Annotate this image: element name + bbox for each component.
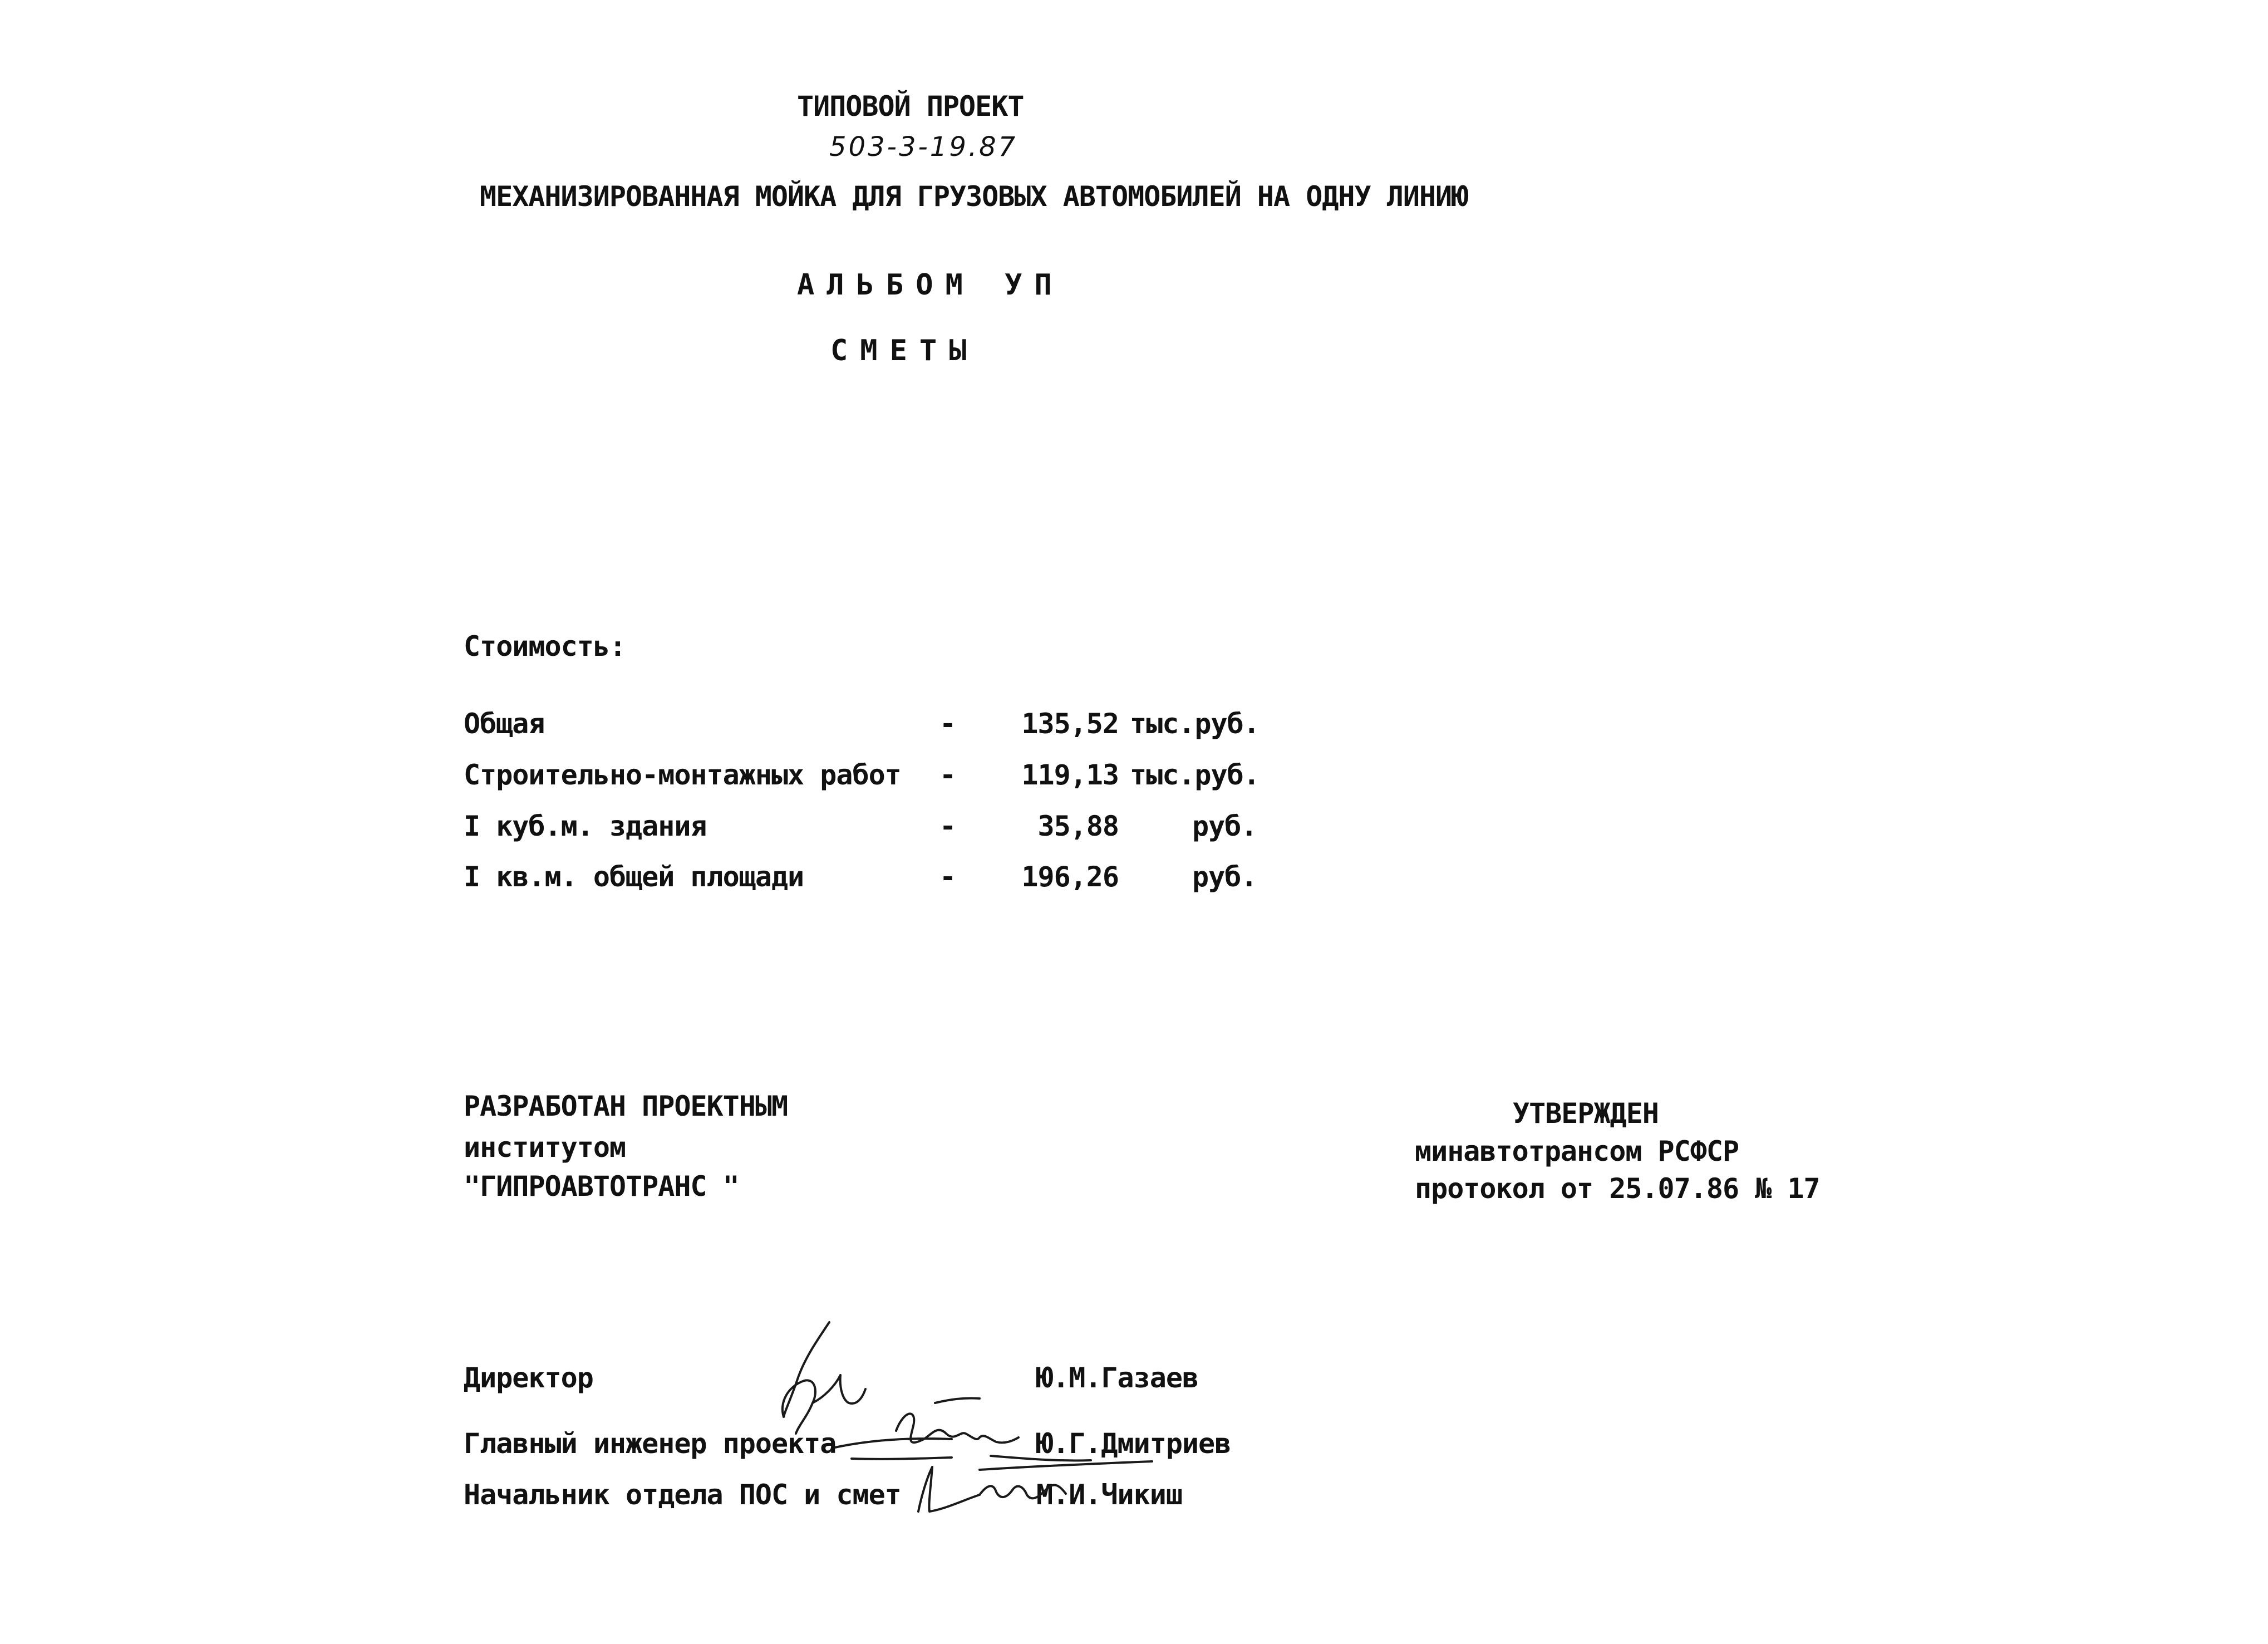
cost-row-label: I кв.м. общей площади: [464, 861, 804, 893]
cost-row-unit: тыс.руб.: [1130, 708, 1260, 740]
approval-line-3: протокол от 25.07.86 № 17: [1415, 1172, 1820, 1205]
signature-position-director: Директор: [464, 1362, 593, 1394]
approval-line-1: УТВЕРЖДЕН: [1513, 1097, 1659, 1130]
signature-name-department-head: М.И.Чикиш: [1036, 1479, 1182, 1511]
department-head-signature-drawing: [913, 1445, 1224, 1523]
signature-position-chief-engineer: Главный инженер проекта: [464, 1427, 837, 1460]
cost-row-value: 35,88: [1037, 810, 1119, 842]
signature-name-director: Ю.М.Газаев: [1036, 1362, 1199, 1394]
developer-line-3: "ГИПРОАВТОТРАНС ": [464, 1170, 739, 1203]
cost-row-label: Строительно-монтажных работ: [464, 759, 901, 791]
cost-row-dash: -: [939, 861, 956, 893]
cost-row-unit: тыс.руб.: [1130, 759, 1260, 791]
cost-row-dash: -: [939, 708, 956, 740]
project-code: 503-3-19.87: [829, 131, 1018, 163]
cost-row-label: Общая: [464, 708, 545, 740]
cost-row-value: 196,26: [1021, 861, 1119, 893]
cost-row-unit: руб.: [1192, 810, 1257, 842]
approval-line-2: минавтотрансом РСФСР: [1415, 1135, 1739, 1167]
cost-row-dash: -: [939, 810, 956, 842]
signature-position-department-head: Начальник отдела ПОС и смет: [464, 1479, 901, 1511]
cost-row-value: 119,13: [1021, 759, 1119, 791]
album-content: СМЕТЫ: [830, 334, 979, 367]
cost-heading: Стоимость:: [464, 630, 626, 662]
cost-row-label: I куб.м. здания: [464, 810, 707, 842]
cost-row-dash: -: [939, 759, 956, 791]
project-title: МЕХАНИЗИРОВАННАЯ МОЙКА ДЛЯ ГРУЗОВЫХ АВТОМОБИЛЕЙ НА ОДНУ ЛИНИЮ: [480, 180, 1468, 213]
cost-row-value: 135,52: [1021, 708, 1119, 740]
album-title: АЛЬБОМ УП: [797, 268, 1064, 302]
developer-line-1: РАЗРАБОТАН ПРОЕКТНЫМ: [464, 1090, 788, 1122]
doc-type: ТИПОВОЙ ПРОЕКТ: [797, 90, 1024, 122]
signature-name-chief-engineer: Ю.Г.Дмитриев: [1036, 1427, 1231, 1460]
cost-row-unit: руб.: [1192, 861, 1257, 893]
developer-line-2: институтом: [464, 1131, 626, 1164]
